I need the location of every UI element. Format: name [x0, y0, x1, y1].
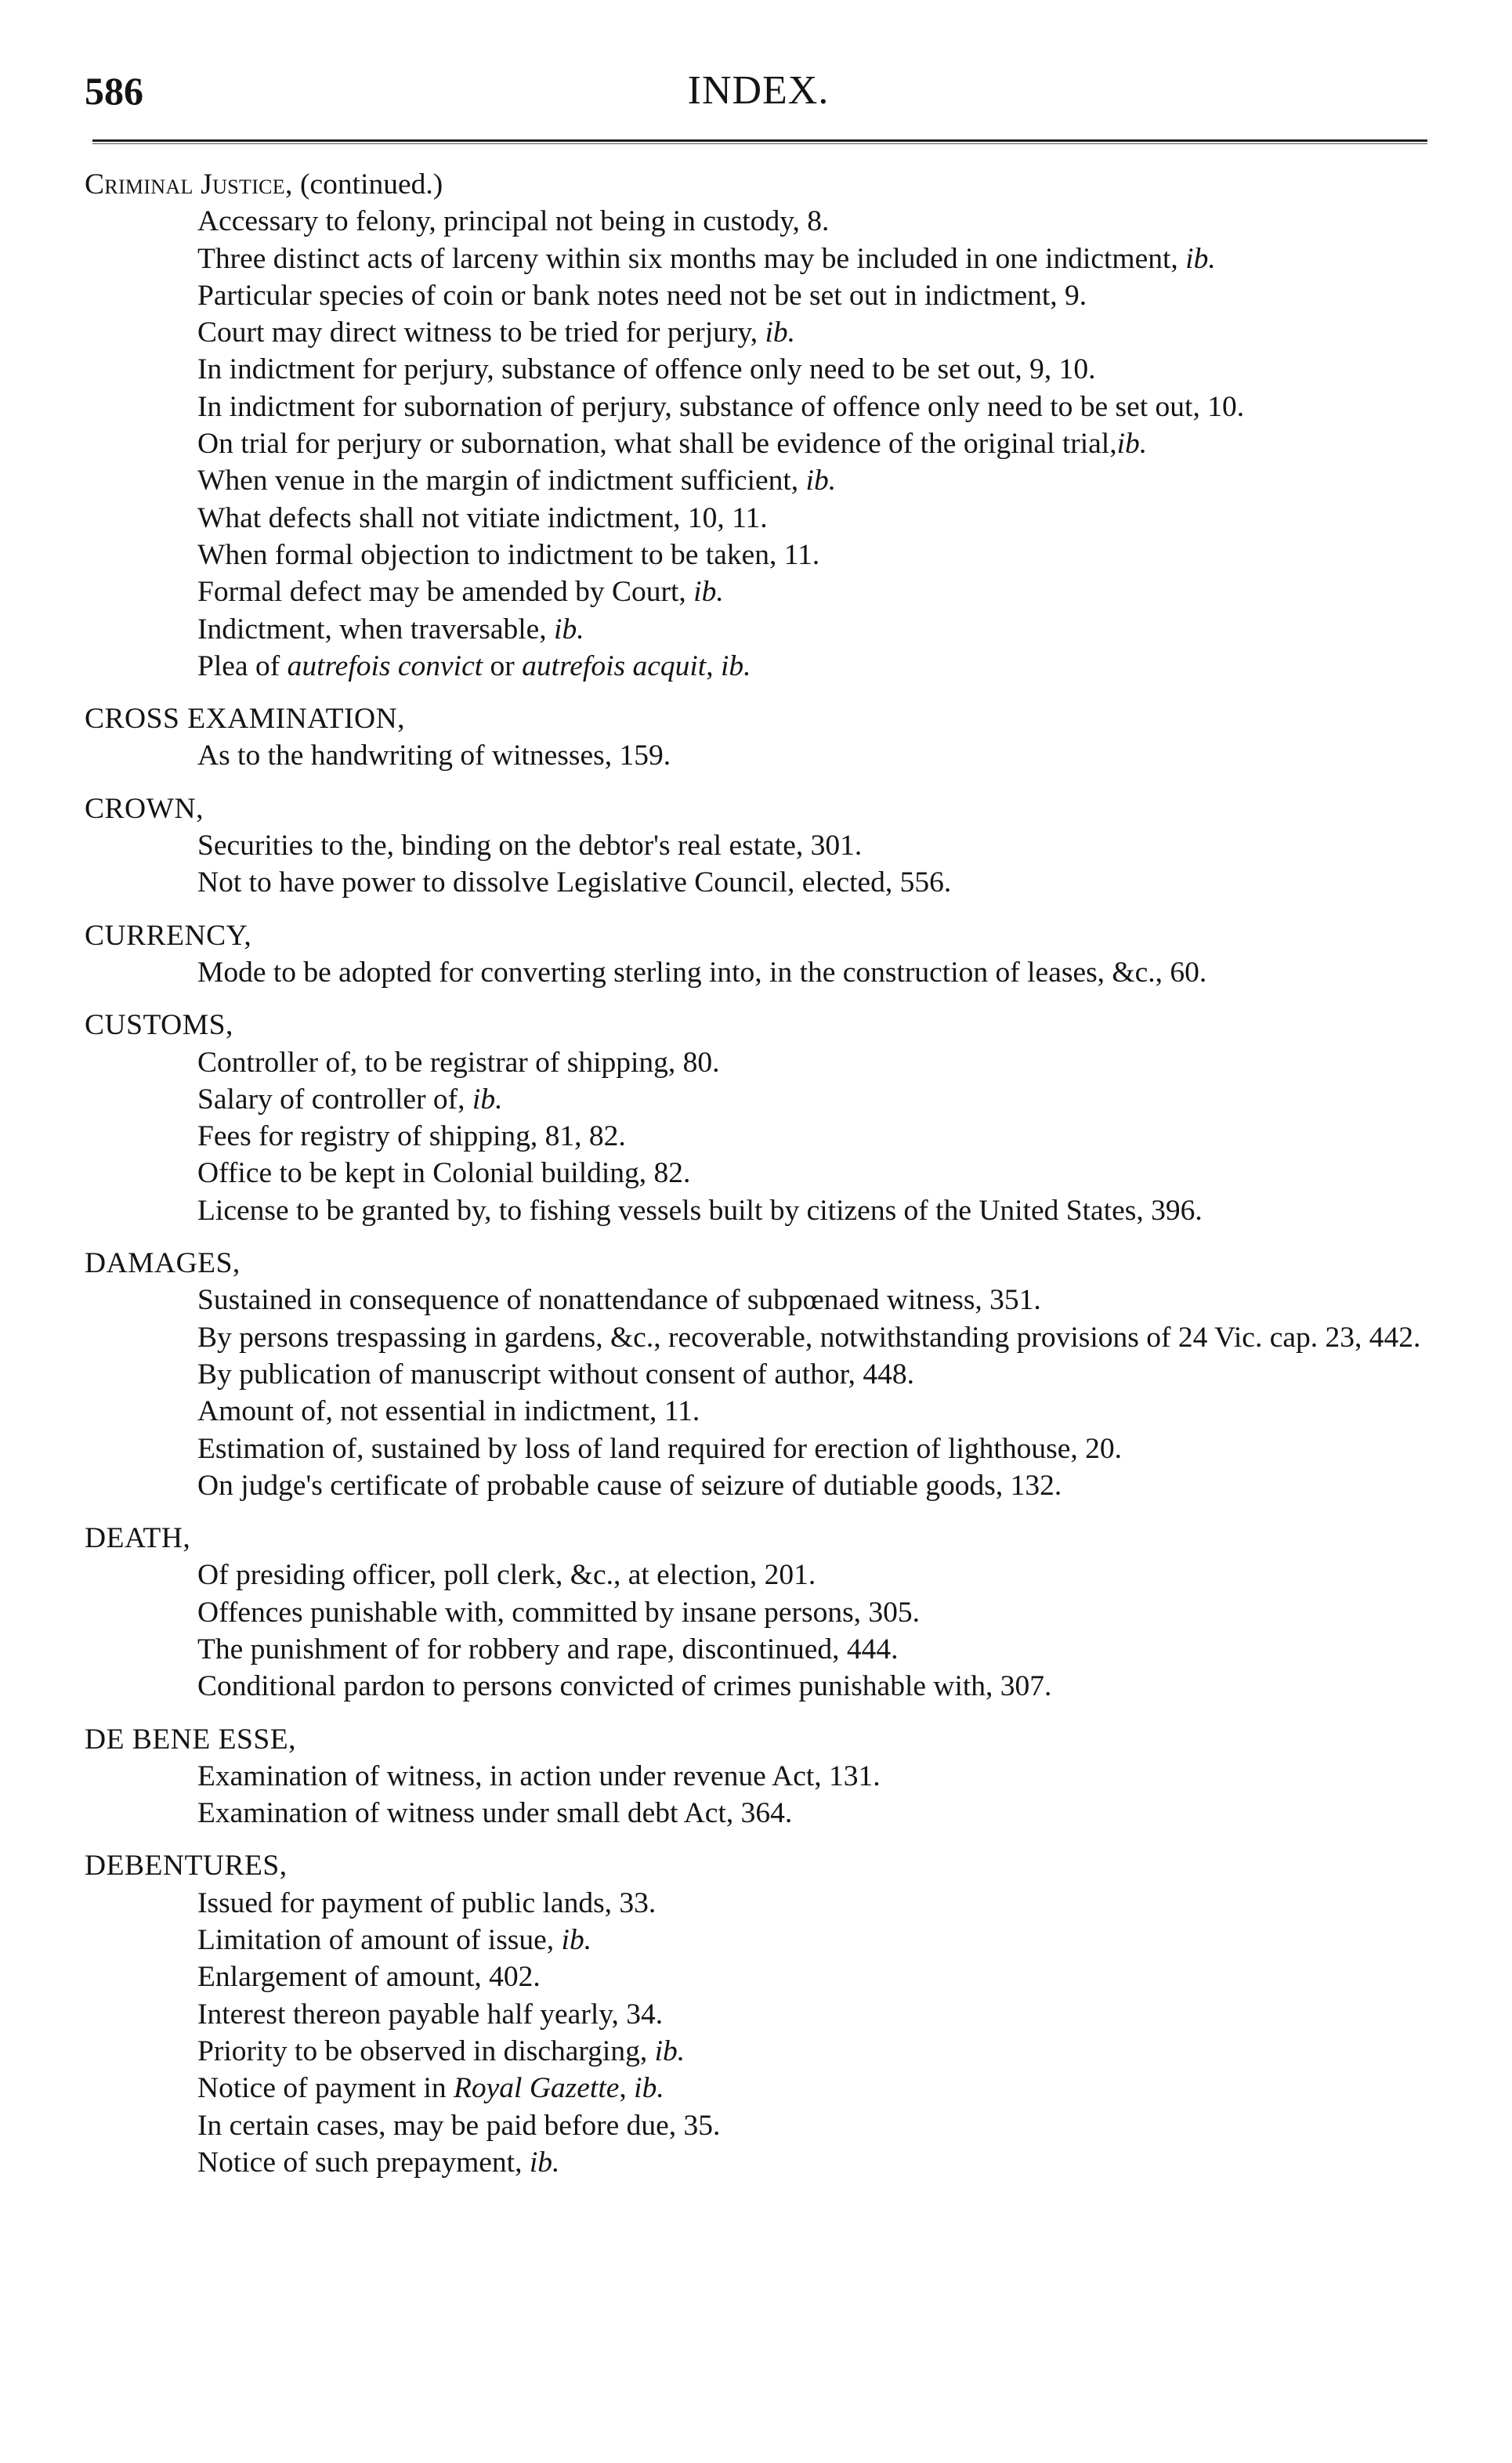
index-subentry: Issued for payment of public lands, 33.	[197, 1886, 657, 1919]
index-heading	[85, 1721, 1448, 1758]
index-subentry: By publication of manuscript without consent of author, 448.	[197, 1358, 915, 1391]
index-subentry: In indictment for subornation of perjury, substance of offence only need to be set out, 10.	[197, 390, 1245, 423]
index-subentry: Office to be kept in Colonial building, 82.	[197, 1157, 691, 1190]
index-entry	[85, 1520, 1448, 1705]
index-subentry: In certain cases, may be paid before due, 35.	[197, 2109, 721, 2142]
index-subentry: The punishment of for robbery and rape, discontinued, 444.	[197, 1633, 899, 1666]
index-subentry: Examination of witness under small debt Act, 364.	[197, 1797, 793, 1830]
index-heading-term: Criminal Justice,	[85, 168, 293, 201]
page-header	[85, 63, 1432, 119]
index-subentry: Conditional pardon to persons convicted of crimes punishable with, 307.	[197, 1670, 1052, 1703]
index-subentry: Amount of, not essential in indictment, 11.	[197, 1395, 700, 1428]
index-heading	[85, 1520, 1448, 1557]
index-subentry: As to the handwriting of witnesses, 159.	[197, 740, 671, 772]
index-subentry: Plea of autrefois convict or autrefois acquit, ib.	[197, 649, 751, 682]
index-entry	[85, 1721, 1448, 1832]
index-heading-term: CUSTOMS,	[85, 1009, 233, 1042]
index-subentry: Not to have power to dissolve Legislative Council, elected, 556.	[197, 866, 952, 899]
index-entry	[85, 166, 1448, 685]
index-heading-term: CROSS EXAMINATION,	[85, 703, 406, 736]
index-subentry: Sustained in consequence of nonattendance of subpœnaed witness, 351.	[197, 1284, 1041, 1317]
index-heading-qualifier: (continued.)	[292, 168, 443, 201]
index-subentry: License to be granted by, to fishing vessels built by citizens of the United States, 396.	[197, 1194, 1203, 1227]
index-subentry: Offences punishable with, committed by insane persons, 305.	[197, 1596, 921, 1629]
index-subentry: Examination of witness, in action under revenue Act, 131.	[197, 1760, 881, 1792]
page-number: 586	[85, 69, 143, 113]
index-heading-term: DAMAGES,	[85, 1247, 241, 1280]
index-subentry: Notice of payment in Royal Gazette, ib.	[197, 2072, 664, 2105]
index-subentry: Enlargement of amount, 402.	[197, 1961, 541, 1994]
index-subentry: When formal objection to indictment to be taken, 11.	[197, 538, 820, 571]
index-heading-term: DE BENE ESSE,	[85, 1723, 297, 1756]
index-heading-term: DEBENTURES,	[85, 1850, 288, 1883]
index-entry	[85, 790, 1448, 902]
index-subentry: Formal defect may be amended by Court, ib.	[197, 576, 724, 609]
index-heading	[85, 1847, 1448, 1884]
index-subentry: Accessary to felony, principal not being in custody, 8.	[197, 205, 830, 238]
index-heading	[85, 917, 1448, 954]
index-subentry: Interest thereon payable half yearly, 34.	[197, 1998, 664, 2031]
index-subentry: Notice of such prepayment, ib.	[197, 2146, 560, 2179]
running-head-title: INDEX.	[687, 68, 830, 113]
index-heading	[85, 700, 1448, 737]
index-subentry: Three distinct acts of larceny within six months may be included in one indictment, ib.	[197, 242, 1216, 275]
index-subentry: Limitation of amount of issue, ib.	[197, 1924, 592, 1957]
index-subentry: Of presiding officer, poll clerk, &c., at election, 201.	[197, 1559, 816, 1592]
index-subentry: Controller of, to be registrar of shipping, 80.	[197, 1046, 720, 1079]
header-rule	[92, 139, 1427, 144]
index-subentry: In indictment for perjury, substance of offence only need to be set out, 9, 10.	[197, 353, 1096, 386]
index-content	[85, 166, 1448, 2181]
index-subentry: Particular species of coin or bank notes need not be set out in indictment, 9.	[197, 279, 1087, 312]
index-entry	[85, 1245, 1448, 1504]
index-heading	[85, 790, 1448, 827]
index-subentry: Mode to be adopted for converting sterling into, in the construction of leases, &c., 60.	[197, 956, 1207, 989]
index-heading	[85, 1007, 1448, 1043]
index-heading-term: CURRENCY,	[85, 919, 252, 952]
index-subentry: Estimation of, sustained by loss of land required for erection of lighthouse, 20.	[197, 1432, 1122, 1465]
index-subentry: Fees for registry of shipping, 81, 82.	[197, 1120, 626, 1153]
index-entry	[85, 917, 1448, 992]
index-entry	[85, 1847, 1448, 2181]
index-subentry: Securities to the, binding on the debtor's real estate, 301.	[197, 830, 863, 863]
index-heading-term: DEATH,	[85, 1522, 191, 1555]
index-subentry: Indictment, when traversable, ib.	[197, 613, 584, 646]
index-heading	[85, 1245, 1448, 1282]
index-subentry: Salary of controller of, ib.	[197, 1083, 503, 1116]
index-subentry: On trial for perjury or subornation, what shall be evidence of the original trial,ib.	[197, 428, 1148, 461]
index-entry	[85, 700, 1448, 775]
index-entry	[85, 1007, 1448, 1229]
index-subentry: By persons trespassing in gardens, &c., recoverable, notwithstanding provisions of 24 Vic. cap. 23, 442.	[197, 1321, 1421, 1354]
index-subentry: Priority to be observed in discharging, ib.	[197, 2034, 685, 2067]
index-subentry: Court may direct witness to be tried for perjury, ib.	[197, 316, 796, 349]
index-subentry: What defects shall not vitiate indictment, 10, 11.	[197, 501, 768, 534]
index-subentry: On judge's certificate of probable cause of seizure of dutiable goods, 132.	[197, 1469, 1062, 1502]
index-heading-term: CROWN,	[85, 792, 204, 825]
index-subentry: When venue in the margin of indictment sufficient, ib.	[197, 465, 837, 497]
index-heading	[85, 166, 1448, 203]
